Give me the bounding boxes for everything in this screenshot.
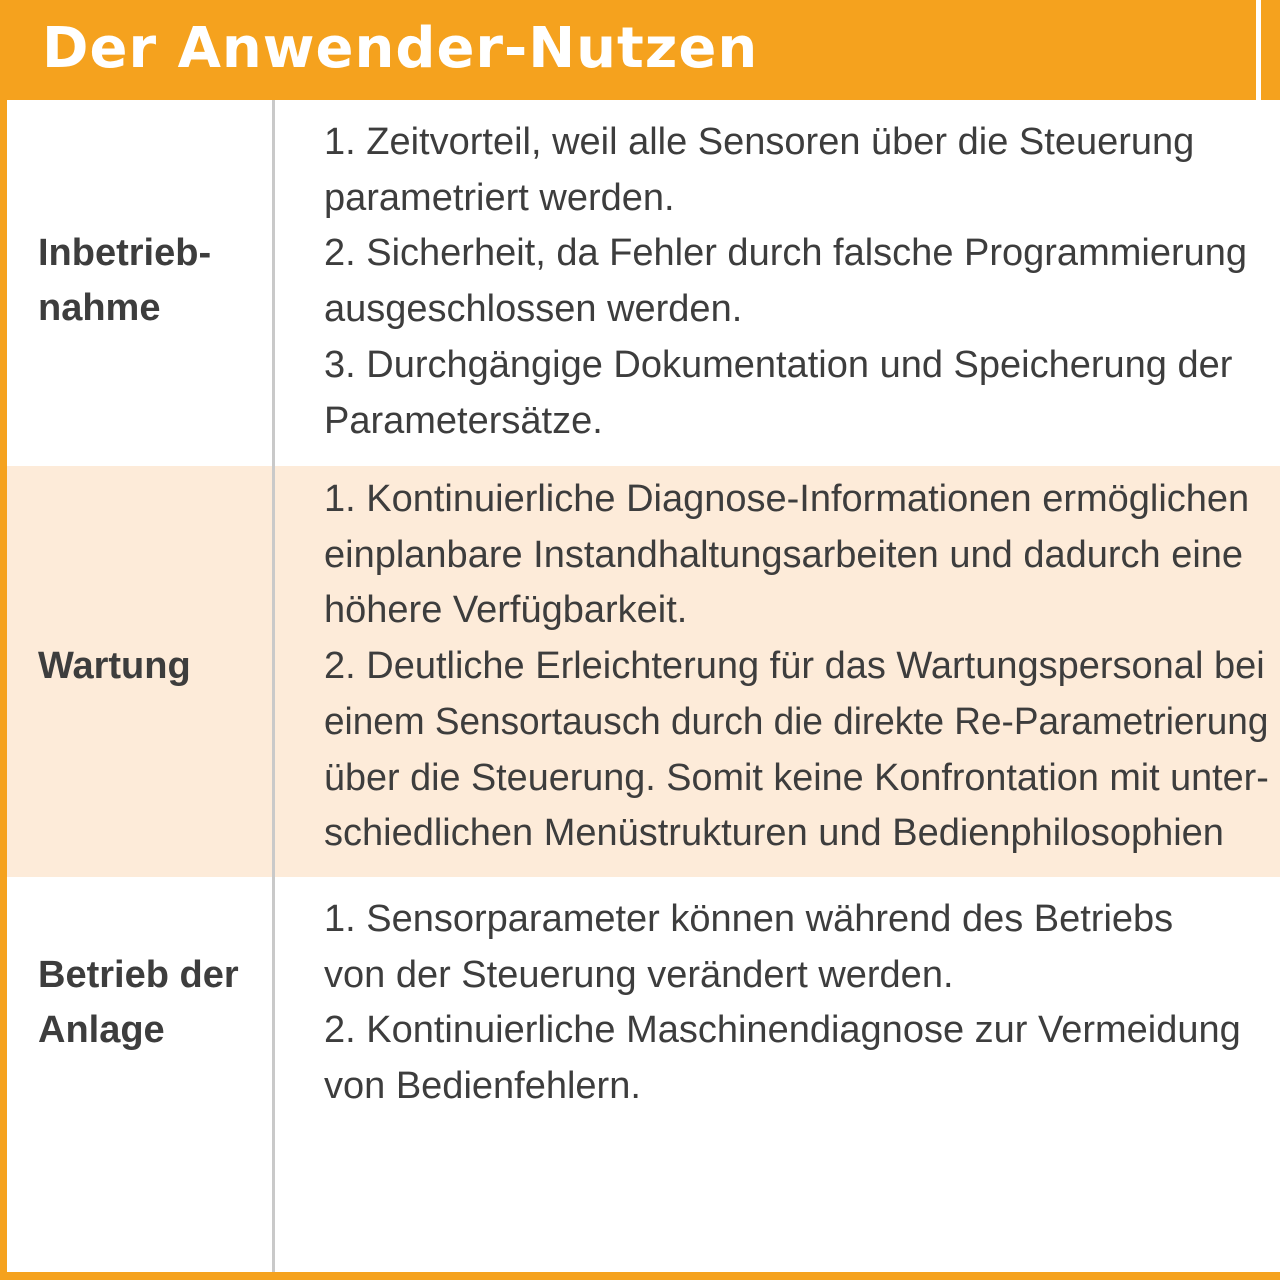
- bottom-border: [0, 1272, 1280, 1280]
- row-label-line: Anlage: [38, 1009, 165, 1051]
- table-header: [0, 0, 1280, 100]
- content-line: höhere Verfügbarkeit.: [324, 589, 688, 632]
- row-label-betrieb-der-anlage: [38, 948, 239, 1058]
- content-line: einem Sensortausch durch die direkte Re-Parametrierung: [324, 700, 1269, 743]
- content-line: 1. Kontinuierliche Diagnose-Informationen ermöglichen: [324, 478, 1250, 520]
- content-line: 1. Sensorparameter können während des Betriebs: [324, 898, 1174, 940]
- content-line: schiedlichen Menüstrukturen und Bedienphilosophien: [324, 812, 1224, 855]
- content-line: ausgeschlossen werden.: [324, 288, 743, 331]
- table-row-wartung: [7, 466, 1280, 877]
- content-line: einplanbare Instandhaltungsarbeiten und dadurch eine: [324, 533, 1244, 576]
- content-line: von der Steuerung verändert werden.: [324, 953, 954, 996]
- table-row-betrieb-der-anlage: [7, 877, 1280, 1272]
- left-border: [0, 0, 7, 1280]
- content-line: 2. Kontinuierliche Maschinendiagnose zur Vermeidung: [324, 1009, 1241, 1052]
- content-line: Parametersätze.: [324, 399, 603, 442]
- content-line: 2. Deutliche Erleichterung für das Wartungspersonal bei: [324, 645, 1265, 688]
- row-label-line: nahme: [38, 287, 161, 329]
- row-content-wartung: [324, 472, 1269, 862]
- row-label-inbetriebnahme: [38, 226, 211, 336]
- row-content-betrieb-der-anlage: [324, 892, 1269, 1115]
- row-content-inbetriebnahme: [324, 115, 1269, 449]
- table-title: Der Anwender-Nutzen: [42, 16, 759, 81]
- row-label-wartung: [38, 639, 191, 694]
- header-divider: [1256, 0, 1261, 100]
- content-line: über die Steuerung. Somit keine Konfrontation mit unter-: [324, 756, 1269, 799]
- content-line: parametriert werden.: [324, 176, 675, 219]
- benefits-table: [7, 100, 1280, 1272]
- content-line: 3. Durchgängige Dokumentation und Speicherung der: [324, 343, 1233, 386]
- content-line: 2. Sicherheit, da Fehler durch falsche Programmierung: [324, 232, 1248, 275]
- row-label-line: Inbetrieb-: [38, 232, 212, 274]
- column-divider: [272, 100, 275, 1272]
- row-label-line: Betrieb der: [38, 954, 239, 996]
- row-label-line: Wartung: [38, 645, 191, 687]
- table-row-inbetriebnahme: [7, 100, 1280, 466]
- content-line: von Bedienfehlern.: [324, 1065, 641, 1108]
- content-line: 1. Zeitvorteil, weil alle Sensoren über die Steuerung: [324, 121, 1195, 163]
